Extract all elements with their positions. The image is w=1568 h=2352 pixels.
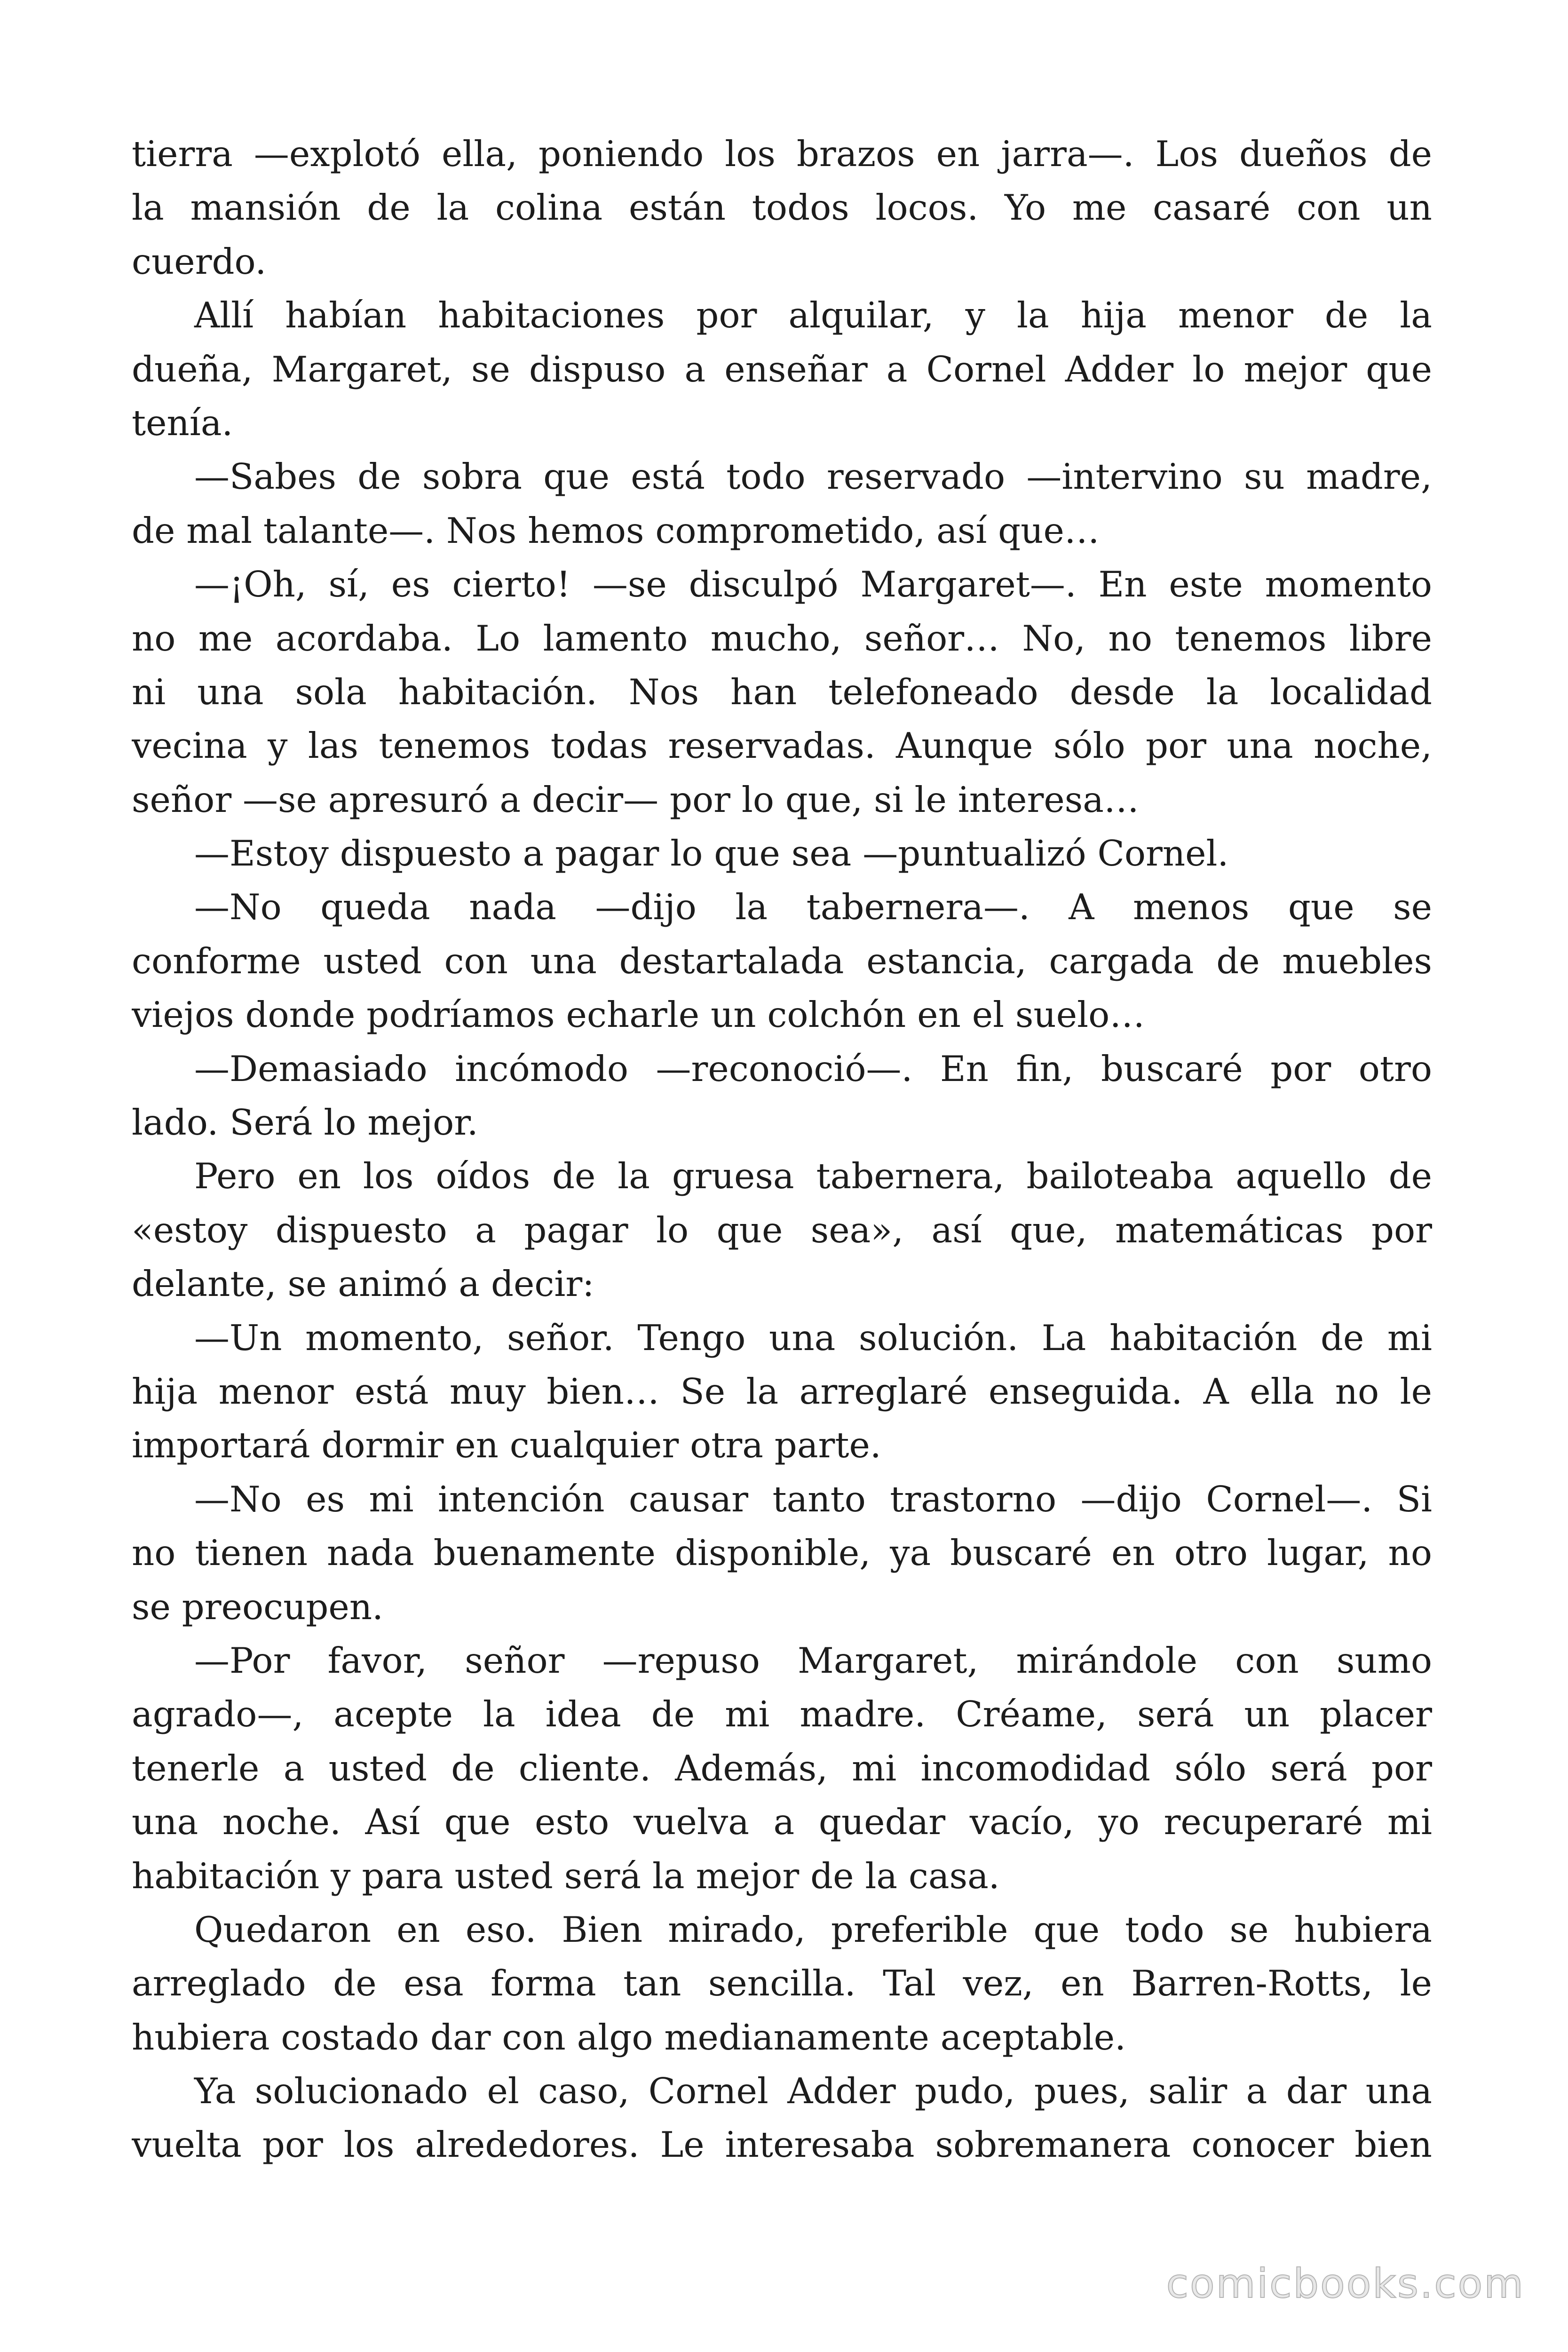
- text-line: viejos donde podríamos echarle un colchón en el suelo…: [132, 994, 1145, 1036]
- text-line: importará dormir en cualquier otra parte.: [132, 1424, 881, 1466]
- text-line: —Un momento, señor. Tengo una solución. La habitación de mi: [194, 1317, 1432, 1359]
- paragraph: [132, 826, 1432, 880]
- paragraph: [132, 1042, 1432, 1150]
- text-line: la mansión de la colina están todos locos. Yo me casaré con un: [132, 187, 1432, 229]
- body-text: [132, 127, 1432, 2172]
- paragraph: [132, 1472, 1432, 1634]
- text-line: vecina y las tenemos todas reservadas. Aunque sólo por una noche,: [132, 725, 1432, 767]
- text-line: dueña, Margaret, se dispuso a enseñar a Cornel Adder lo mejor que: [132, 348, 1432, 390]
- text-line: cuerdo.: [132, 240, 267, 282]
- text-line: Pero en los oídos de la gruesa tabernera, bailoteaba aquello de: [194, 1155, 1432, 1197]
- text-line: —Estoy dispuesto a pagar lo que sea —puntualizó Cornel.: [194, 833, 1229, 874]
- text-line: tierra —explotó ella, poniendo los brazos en jarra—. Los dueños de: [132, 133, 1432, 175]
- paragraph: [132, 127, 1432, 288]
- text-line: señor —se apresuró a decir— por lo que, si le interesa…: [132, 779, 1139, 820]
- text-line: —No es mi intención causar tanto trastorno —dijo Cornel—. Si: [194, 1478, 1432, 1520]
- text-line: lado. Será lo mejor.: [132, 1102, 478, 1144]
- text-line: no tienen nada buenamente disponible, ya buscaré en otro lugar, no: [132, 1532, 1432, 1574]
- text-line: tenerle a usted de cliente. Además, mi incomodidad sólo será por: [132, 1747, 1432, 1789]
- paragraph: [132, 1149, 1432, 1311]
- watermark: comicbooks.com: [1166, 2260, 1525, 2307]
- text-line: se preocupen.: [132, 1586, 383, 1628]
- text-line: —Por favor, señor —repuso Margaret, mirándole con sumo: [194, 1639, 1432, 1681]
- paragraph: [132, 288, 1432, 450]
- paragraph: [132, 1903, 1432, 2064]
- text-line: ni una sola habitación. Nos han telefoneado desde la localidad: [132, 671, 1432, 713]
- text-line: habitación y para usted será la mejor de la casa.: [132, 1855, 1000, 1897]
- text-line: hija menor está muy bien… Se la arreglaré enseguida. A ella no le: [132, 1370, 1432, 1412]
- text-line: de mal talante—. Nos hemos comprometido, así que…: [132, 509, 1100, 551]
- text-line: Quedaron en eso. Bien mirado, preferible que todo se hubiera: [194, 1908, 1432, 1950]
- text-line: no me acordaba. Lo lamento mucho, señor… No, no tenemos libre: [132, 617, 1432, 659]
- paragraph: [132, 2064, 1432, 2172]
- text-line: —No queda nada —dijo la tabernera—. A menos que se: [194, 886, 1432, 928]
- text-line: tenía.: [132, 402, 233, 444]
- text-line: hubiera costado dar con algo medianamente aceptable.: [132, 2016, 1126, 2058]
- text-line: —Demasiado incómodo —reconoció—. En fin, buscaré por otro: [194, 1048, 1432, 1089]
- text-line: «estoy dispuesto a pagar lo que sea», así que, matemáticas por: [132, 1209, 1432, 1251]
- text-line: conforme usted con una destartalada estancia, cargada de muebles: [132, 940, 1432, 982]
- text-line: vuelta por los alrededores. Le interesaba sobremanera conocer bien: [132, 2124, 1432, 2166]
- paragraph: [132, 1634, 1432, 1903]
- paragraph: [132, 880, 1432, 1041]
- text-line: delante, se animó a decir:: [132, 1263, 594, 1305]
- text-line: agrado—, acepte la idea de mi madre. Créame, será un placer: [132, 1693, 1432, 1735]
- paragraph: [132, 450, 1432, 557]
- text-line: una noche. Así que esto vuelva a quedar vacío, yo recuperaré mi: [132, 1801, 1432, 1843]
- text-line: Ya solucionado el caso, Cornel Adder pudo, pues, salir a dar una: [194, 2070, 1432, 2112]
- paragraph: [132, 1311, 1432, 1472]
- text-line: —¡Oh, sí, es cierto! —se disculpó Margaret—. En este momento: [194, 564, 1432, 605]
- paragraph: [132, 557, 1432, 826]
- text-line: —Sabes de sobra que está todo reservado —intervino su madre,: [194, 456, 1432, 498]
- text-line: arreglado de esa forma tan sencilla. Tal vez, en Barren-Rotts, le: [132, 1963, 1432, 2004]
- text-line: Allí habían habitaciones por alquilar, y la hija menor de la: [194, 294, 1432, 336]
